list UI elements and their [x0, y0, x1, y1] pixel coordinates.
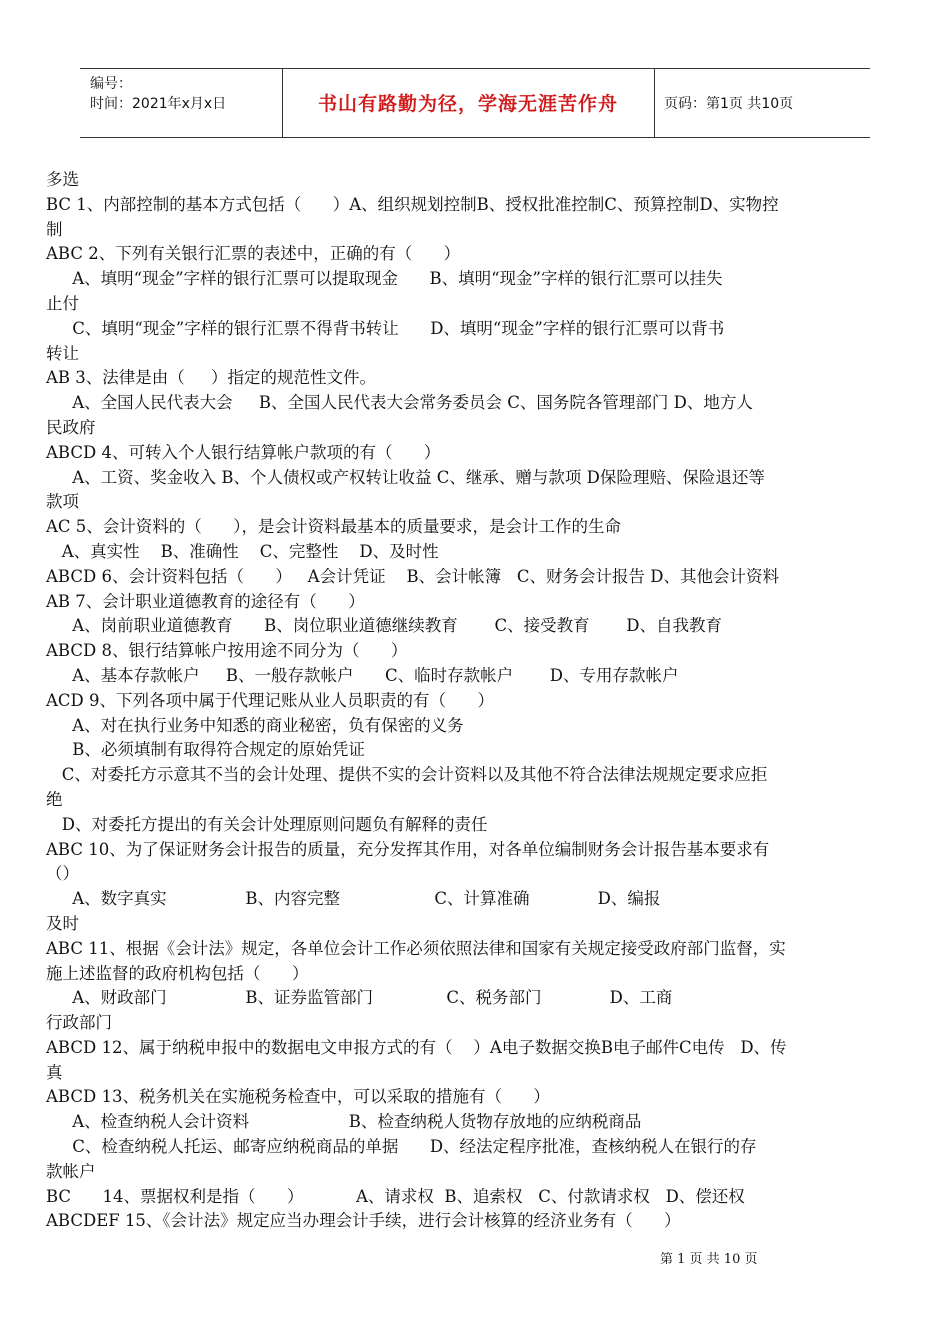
header-page-cell — [654, 69, 870, 137]
header-motto-cell — [282, 69, 655, 137]
number-label: 编号： — [90, 76, 132, 92]
text-line: A、财政部门 B、证券监管部门 C、税务部门 D、工商 — [46, 988, 673, 1008]
time-label: 时间：2021年x月x日 — [90, 96, 227, 112]
text-line: AB 3、法律是由（ ）指定的规范性文件。 — [46, 368, 377, 388]
text-line: 款项 — [46, 492, 79, 512]
text-line: A、对在执行业务中知悉的商业秘密，负有保密的义务 — [46, 715, 464, 735]
text-line: D、对委托方提出的有关会计处理原则问题负有解释的责任 — [46, 814, 488, 834]
text-line: A、数字真实 B、内容完整 C、计算准确 D、编报 — [46, 889, 661, 909]
document-header — [80, 68, 870, 138]
text-line: ABCD 12、属于纳税申报中的数据电文申报方式的有（ ）A电子数据交换B电子邮件C电传 D、传 — [46, 1037, 787, 1057]
page-info: 页码：第1页 共10页 — [664, 96, 794, 112]
text-line: 真 — [46, 1062, 63, 1082]
text-line: ABCD 13、税务机关在实施税务检查中，可以采取的措施有（ ） — [46, 1087, 550, 1107]
text-line: C、对委托方示意其不当的会计处理、提供不实的会计资料以及其他不符合法律法规规定要求应拒 — [46, 765, 768, 785]
text-line: 绝 — [46, 789, 63, 809]
text-line: ABCDEF 15、《会计法》规定应当办理会计手续，进行会计核算的经济业务有（ ） — [46, 1211, 681, 1231]
text-line: 行政部门 — [46, 1013, 112, 1033]
document-body — [46, 168, 908, 1234]
text-line: BC 1、内部控制的基本方式包括（ ）A、组织规划控制B、授权批准控制C、预算控制D、实物控 — [46, 194, 779, 214]
text-line: B、必须填制有取得符合规定的原始凭证 — [46, 740, 365, 760]
text-line: ABC 11、根据《会计法》规定，各单位会计工作必须依照法律和国家有关规定接受政府部门监督，实 — [46, 938, 786, 958]
text-line: A、岗前职业道德教育 B、岗位职业道德继续教育 C、接受教育 D、自我教育 — [46, 616, 723, 636]
text-line: ABC 10、为了保证财务会计报告的质量，充分发挥其作用，对各单位编制财务会计报告基本要求有 — [46, 839, 770, 859]
text-line: ABCD 6、会计资料包括（ ） A会计凭证 B、会计帐簿 C、财务会计报告 D、其他会计资料 — [46, 566, 780, 586]
text-line: A、检查纳税人会计资料 B、检查纳税人货物存放地的应纳税商品 — [46, 1112, 642, 1132]
text-line: A、全国人民代表大会 B、全国人民代表大会常务委员会 C、国务院各管理部门 D、地方人 — [46, 393, 753, 413]
text-line: C、填明“现金”字样的银行汇票不得背书转让 D、填明“现金”字样的银行汇票可以背书 — [46, 318, 725, 338]
text-line: 民政府 — [46, 417, 96, 437]
text-line: ACD 9、下列各项中属于代理记账从业人员职责的有（ ） — [46, 690, 494, 710]
motto-text: 书山有路勤为径，学海无涯苦作舟 — [317, 93, 618, 115]
text-line: （） — [46, 864, 79, 884]
text-line: ABCD 8、银行结算帐户按用途不同分为（ ） — [46, 641, 408, 661]
text-line: AB 7、会计职业道德教育的途径有（ ） — [46, 591, 365, 611]
text-line: A、工资、奖金收入 B、个人债权或产权转让收益 C、继承、赠与款项 D保险理赔、保险退还等 — [46, 467, 765, 487]
text-line: 止付 — [46, 293, 79, 313]
text-line: 制 — [46, 219, 63, 239]
text-line: ABCD 4、可转入个人银行结算帐户款项的有（ ） — [46, 442, 441, 462]
page-footer: 第 1 页 共 10 页 — [660, 1252, 758, 1267]
text-line: 转让 — [46, 343, 79, 363]
text-line: A、真实性 B、准确性 C、完整性 D、及时性 — [46, 541, 439, 561]
header-info-cell — [80, 69, 283, 137]
text-line: C、检查纳税人托运、邮寄应纳税商品的单据 D、经法定程序批准，查核纳税人在银行的存 — [46, 1137, 757, 1157]
text-line: BC 14、票据权利是指（ ） A、请求权 B、追索权 C、付款请求权 D、偿还权 — [46, 1186, 745, 1206]
text-line: 多选 — [46, 170, 79, 189]
text-line: 及时 — [46, 913, 79, 933]
text-line: A、基本存款帐户 B、一般存款帐户 C、临时存款帐户 D、专用存款帐户 — [46, 665, 679, 685]
text-line: AC 5、会计资料的（ ），是会计资料最基本的质量要求，是会计工作的生命 — [46, 517, 622, 537]
text-line: 款帐户 — [46, 1161, 96, 1181]
text-line: ABC 2、下列有关银行汇票的表述中，正确的有（ ） — [46, 244, 461, 264]
text-line: 施上述监督的政府机构包括（ ） — [46, 963, 309, 983]
text-line: A、填明“现金”字样的银行汇票可以提取现金 B、填明“现金”字样的银行汇票可以挂失 — [46, 269, 723, 289]
